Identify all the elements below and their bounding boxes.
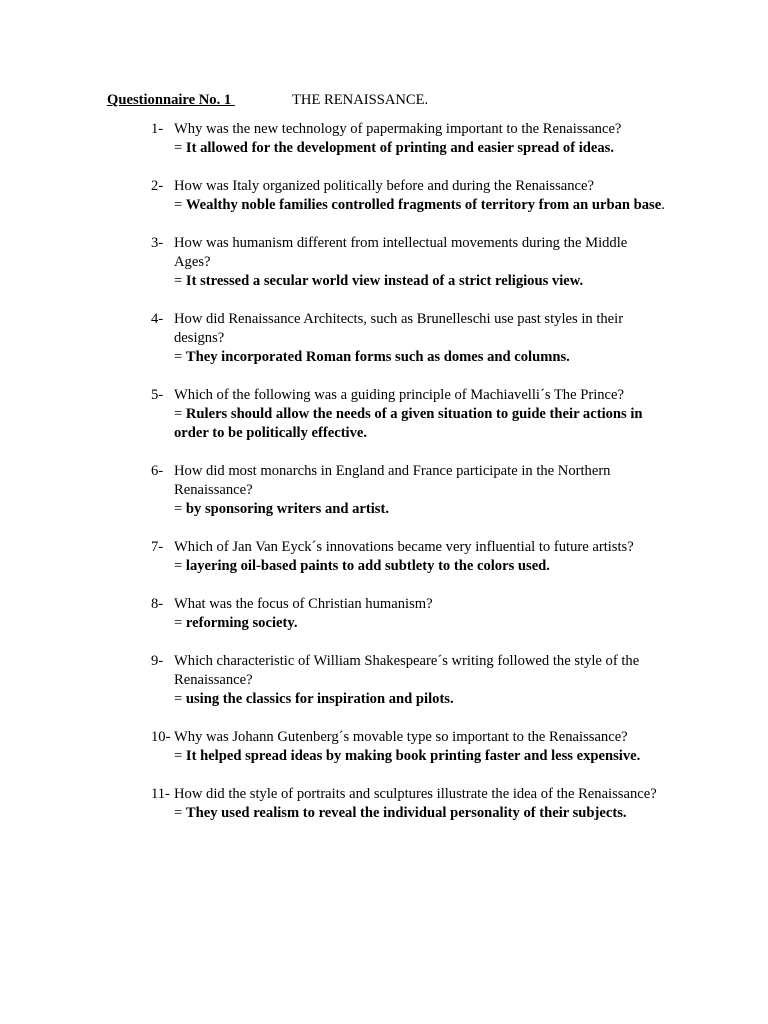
question-number: 6-: [151, 463, 164, 479]
answer-prefix: =: [174, 748, 186, 764]
answer-line: [174, 405, 666, 443]
answer-prefix: =: [174, 273, 186, 289]
answer-text: Wealthy noble families controlled fragments of territory from an urban base: [185, 197, 662, 213]
answer-text: reforming society.: [185, 615, 298, 631]
question-number: 10-: [151, 729, 171, 745]
answer-text: by sponsoring writers and artist.: [185, 501, 389, 517]
question-number: 9-: [151, 653, 164, 669]
answer-text: They incorporated Roman forms such as domes and columns.: [185, 349, 570, 365]
question-list: [151, 120, 666, 842]
question-item-9: [151, 652, 666, 709]
question-number: 4-: [151, 311, 164, 327]
answer-line: [174, 348, 666, 367]
question-number: 3-: [151, 235, 164, 251]
answer-prefix: =: [174, 349, 186, 365]
document-header: [107, 91, 667, 111]
question-number: 11-: [151, 786, 170, 802]
question-item-6: [151, 462, 666, 519]
question-text: How did Renaissance Architects, such as Brunelleschi use past styles in their designs?: [174, 311, 624, 346]
answer-line: [174, 747, 666, 766]
question-text: Which characteristic of William Shakespeare´s writing followed the style of the Renaissance?: [174, 653, 640, 688]
question-number: 5-: [151, 387, 164, 403]
question-text: Why was the new technology of papermaking important to the Renaissance?: [174, 121, 622, 137]
answer-text: It helped spread ideas by making book printing faster and less expensive.: [185, 748, 641, 764]
question-text: How did most monarchs in England and France participate in the Northern Renaissance?: [174, 463, 611, 498]
answer-line: [174, 690, 666, 709]
question-text: Why was Johann Gutenberg´s movable type so important to the Renaissance?: [174, 729, 628, 745]
question-text: How did the style of portraits and sculptures illustrate the idea of the Renaissance?: [174, 786, 657, 802]
answer-line: [174, 139, 666, 158]
question-text: How was humanism different from intellectual movements during the Middle Ages?: [174, 235, 628, 270]
answer-prefix: =: [174, 558, 186, 574]
answer-line: [174, 196, 666, 215]
answer-prefix: =: [174, 691, 186, 707]
question-item-10: [151, 728, 666, 766]
question-item-11: [151, 785, 666, 823]
question-number: 7-: [151, 539, 164, 555]
question-number: 8-: [151, 596, 164, 612]
question-text: How was Italy organized politically before and during the Renaissance?: [174, 178, 594, 194]
answer-line: [174, 557, 666, 576]
question-text: Which of Jan Van Eyck´s innovations became very influential to future artists?: [174, 539, 634, 555]
answer-tail: .: [661, 197, 665, 213]
answer-text: layering oil-based paints to add subtlety to the colors used.: [185, 558, 550, 574]
document-title: THE RENAISSANCE.: [292, 92, 429, 108]
answer-line: [174, 272, 666, 291]
answer-line: [174, 614, 666, 633]
question-text: What was the focus of Christian humanism?: [174, 596, 433, 612]
answer-prefix: =: [174, 406, 186, 422]
answer-text: They used realism to reveal the individual personality of their subjects.: [185, 805, 627, 821]
answer-prefix: =: [174, 197, 186, 213]
answer-line: [174, 804, 666, 823]
question-number: 2-: [151, 178, 164, 194]
answer-text: It stressed a secular world view instead of a strict religious view.: [185, 273, 584, 289]
question-item-5: [151, 386, 666, 443]
question-item-1: [151, 120, 666, 158]
answer-prefix: =: [174, 805, 186, 821]
answer-line: [174, 500, 666, 519]
question-item-7: [151, 538, 666, 576]
answer-prefix: =: [174, 501, 186, 517]
answer-text: using the classics for inspiration and pilots.: [185, 691, 454, 707]
answer-text: It allowed for the development of printing and easier spread of ideas.: [185, 140, 614, 156]
question-item-3: [151, 234, 666, 291]
questionnaire-label: Questionnaire No. 1: [107, 92, 235, 108]
question-item-4: [151, 310, 666, 367]
question-text: Which of the following was a guiding principle of Machiavelli´s The Prince?: [174, 387, 624, 403]
question-number: 1-: [151, 121, 164, 137]
answer-prefix: =: [174, 615, 186, 631]
question-item-2: [151, 177, 666, 215]
question-item-8: [151, 595, 666, 633]
answer-text: Rulers should allow the needs of a given situation to guide their actions in order to be politically effective.: [174, 406, 643, 441]
answer-prefix: =: [174, 140, 186, 156]
